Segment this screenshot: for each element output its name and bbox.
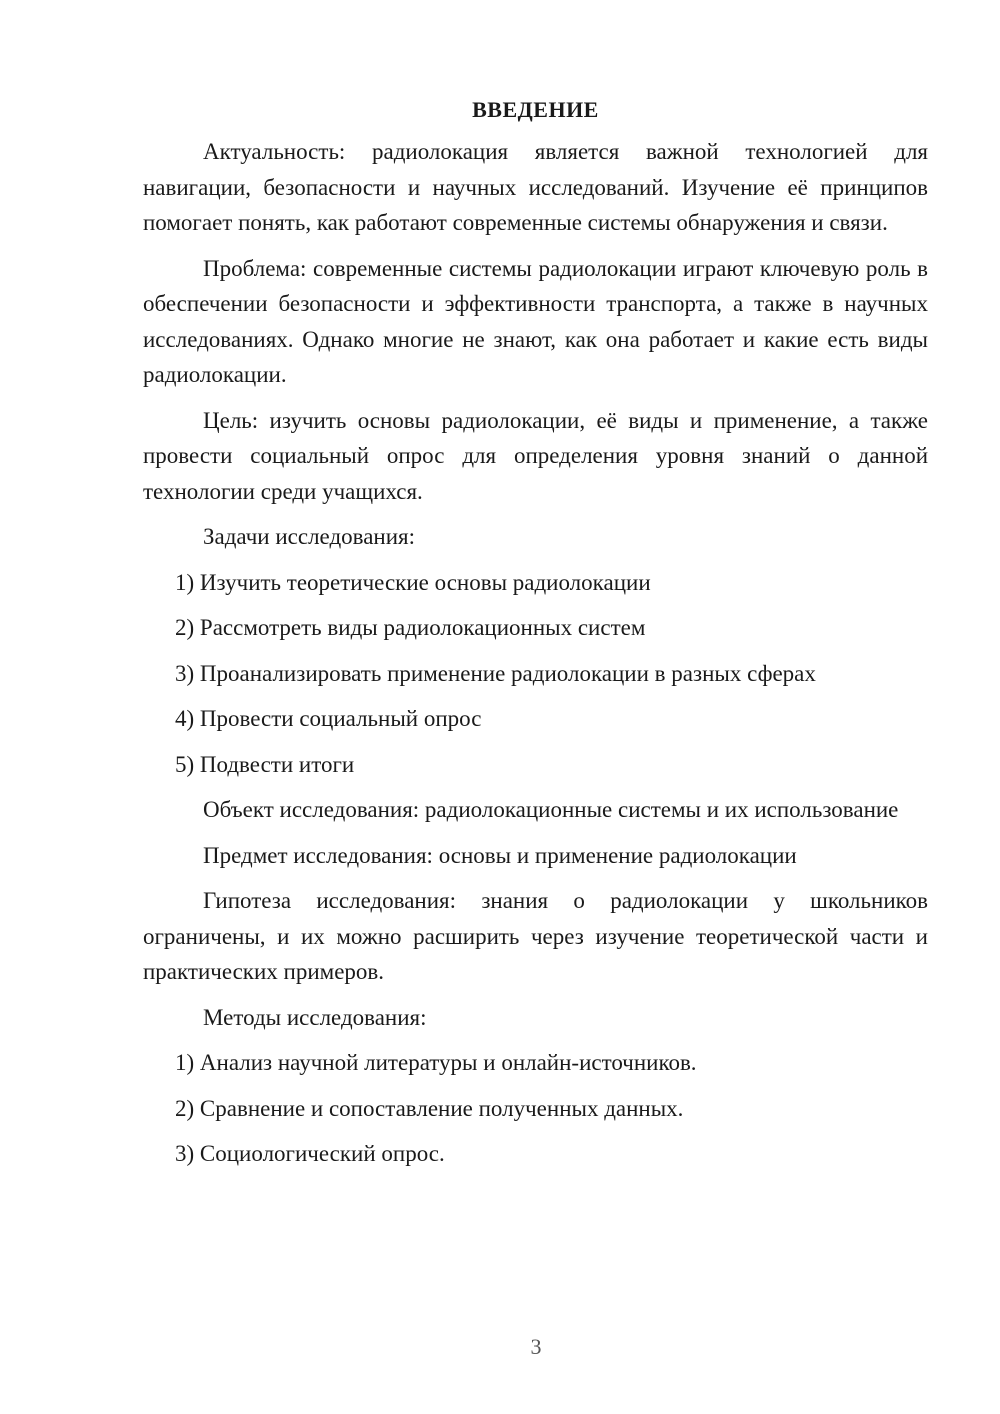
method-item: 1) Анализ научной литературы и онлайн-источников. xyxy=(175,1050,697,1075)
goal-paragraph: Цель: изучить основы радиолокации, её виды и применение, а также провести социальный опрос для определения уровня знаний о данной технологии среди учащихся. xyxy=(143,407,928,504)
section-title: ВВЕДЕНИЕ xyxy=(472,97,599,122)
problem-paragraph: Проблема: современные системы радиолокации играют ключевую роль в обеспечении безопасности и эффективности транспорта, а также в научных исследованиях. Однако многие не знают, как она работает и какие есть виды радиолокации. xyxy=(143,255,928,387)
tasks-heading: Задачи исследования: xyxy=(203,524,416,549)
task-item: 4) Провести социальный опрос xyxy=(175,706,482,731)
method-item: 3) Социологический опрос. xyxy=(175,1141,445,1166)
methods-heading: Методы исследования: xyxy=(203,1004,427,1030)
relevance-paragraph: Актуальность: радиолокация является важной технологией для навигации, безопасности и научных исследований. Изучение её принципов помогает понять, как работают современные системы обнаружения и связи. xyxy=(143,139,928,235)
hypothesis-paragraph: Гипотеза исследования: знания о радиолокации у школьников ограничены, и их можно расширить через изучение теоретической части и практических примеров. xyxy=(143,888,928,984)
task-item: 5) Подвести итоги xyxy=(175,751,355,777)
object-paragraph: Объект исследования: радиолокационные системы и их использование xyxy=(203,797,899,822)
task-item: 3) Проанализировать применение радиолокации в разных сферах xyxy=(175,660,816,686)
task-item: 2) Рассмотреть виды радиолокационных систем xyxy=(175,615,646,640)
method-item: 2) Сравнение и сопоставление полученных данных. xyxy=(175,1095,684,1121)
page-content xyxy=(143,92,928,1182)
page-number: 3 xyxy=(530,1334,542,1359)
subject-paragraph: Предмет исследования: основы и применение радиолокации xyxy=(203,842,797,868)
task-item: 1) Изучить теоретические основы радиолокации xyxy=(175,569,651,595)
